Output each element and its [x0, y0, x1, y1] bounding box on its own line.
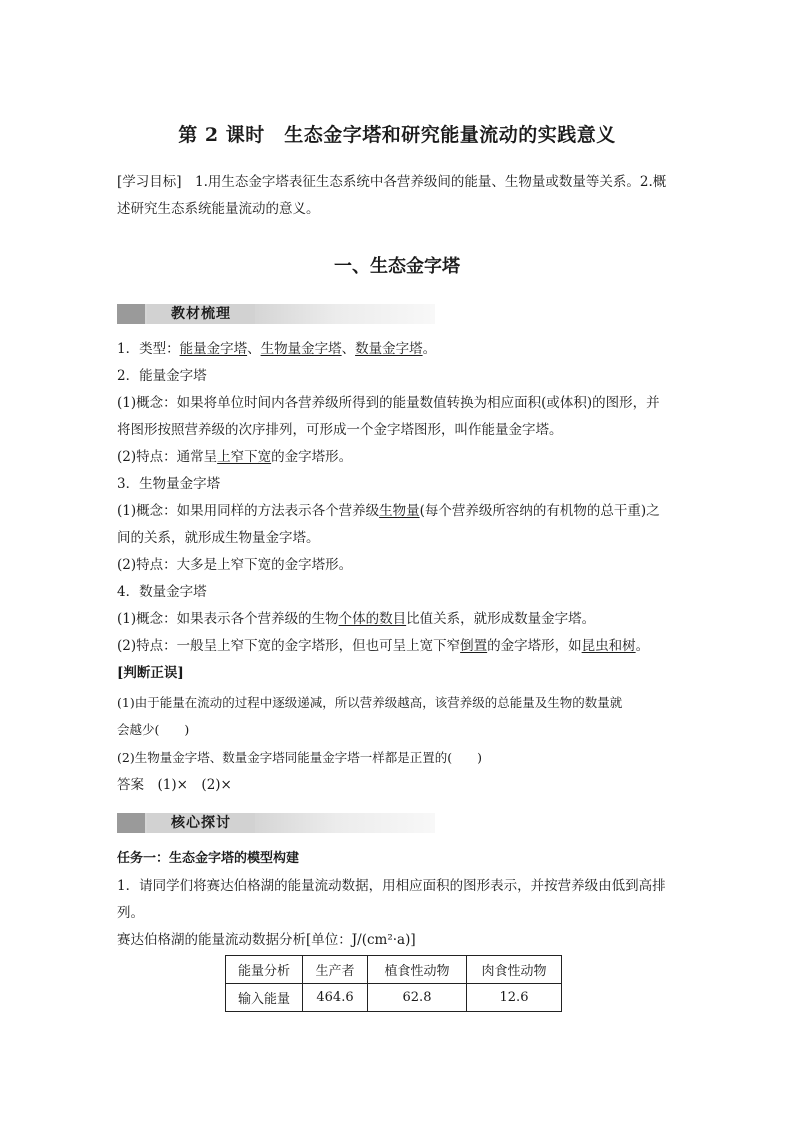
section-title: 一、生态金字塔 [334, 256, 460, 277]
item-4-feature [117, 633, 679, 660]
table-cell: 12.6 [467, 984, 562, 1012]
sentence-end: 。 [422, 341, 437, 357]
sentence-end: 。 [635, 638, 650, 654]
item-2-heading: 2．能量金字塔 [117, 368, 207, 384]
concept-text: (1)概念：如果表示各个营养级的生物 [117, 611, 339, 627]
type-biomass-pyramid: 生物量金字塔 [260, 341, 342, 357]
judge-2: (2)生物量金字塔、数量金字塔同能量金字塔一样都是正置的( ) [117, 750, 482, 765]
energy-flow-table [225, 955, 562, 1012]
banner-label: 教材梳理 [147, 304, 255, 324]
concept-keyword: 生物量 [379, 503, 420, 519]
table-cell: 62.8 [368, 984, 467, 1012]
answer: 答案 (1)× (2)× [117, 777, 232, 793]
banner-label: 核心探讨 [147, 813, 255, 833]
feature-keyword-example: 昆虫和树 [581, 638, 636, 654]
item-2-feature [117, 444, 679, 471]
item-1-types [117, 336, 679, 363]
feature-keyword-inverted: 倒置 [460, 638, 488, 654]
table-row [226, 984, 562, 1012]
item-3-concept-line-2: 间的关系，就形成生物量金字塔。 [117, 530, 320, 546]
task-1-title: 任务一：生态金字塔的模型构建 [117, 851, 300, 866]
banner-textbook-review [117, 304, 435, 324]
judge-1-line-2: 会越少( ) [117, 722, 190, 737]
item-3-feature: (2)特点：大多是上窄下宽的金字塔形。 [117, 557, 353, 573]
table-header-cell: 植食性动物 [368, 956, 467, 984]
learning-objectives [117, 169, 679, 223]
item-4-concept [117, 606, 679, 633]
table-cell: 464.6 [303, 984, 368, 1012]
objectives-line-1: [学习目标] 1.用生态金字塔表征生态系统中各营养级间的能量、生物量或数量等关系。2.概 [117, 174, 667, 190]
concept-text: (1)概念：如果用同样的方法表示各个营养级 [117, 503, 380, 519]
table-header-cell: 肉食性动物 [467, 956, 562, 984]
task-1-question-line-2: 列。 [117, 905, 144, 921]
feature-text: (2)特点：通常呈 [117, 449, 218, 465]
separator: 、 [247, 341, 261, 357]
item-2-concept-line-2: 将图形按照营养级的次序排列，可形成一个金字塔图形，叫作能量金字塔。 [117, 422, 563, 438]
table-header-cell: 能量分析 [226, 956, 303, 984]
feature-keyword: 上窄下宽 [217, 449, 272, 465]
item-1-prefix: 1．类型： [117, 341, 180, 357]
banner-core-discussion [117, 813, 435, 833]
judge-heading: [判断正误] [117, 665, 184, 681]
concept-keyword: 个体的数目 [338, 611, 407, 627]
concept-text: 比值关系，就形成数量金字塔。 [406, 611, 596, 627]
table-header-cell: 生产者 [303, 956, 368, 984]
item-4-heading: 4．数量金字塔 [117, 584, 207, 600]
type-number-pyramid: 数量金字塔 [355, 341, 423, 357]
feature-text: 的金字塔形，如 [487, 638, 582, 654]
lesson-title: 第 2 课时 生态金字塔和研究能量流动的实践意义 [178, 124, 616, 146]
item-3-concept-line-1 [117, 498, 679, 525]
task-1-question-line-1: 1．请同学们将赛达伯格湖的能量流动数据，用相应面积的图形表示，并按营养级由低到高排 [117, 878, 666, 894]
feature-text: 的金字塔形。 [271, 449, 353, 465]
objectives-line-2: 述研究生态系统能量流动的意义。 [117, 201, 320, 217]
feature-text: (2)特点：一般呈上窄下宽的金字塔形，但也可呈上宽下窄 [117, 638, 461, 654]
table-header-row [226, 956, 562, 984]
type-energy-pyramid: 能量金字塔 [179, 341, 248, 357]
judge-1-line-1: (1)由于能量在流动的过程中逐级递减，所以营养级越高，该营养级的总能量及生物的数量就 [117, 695, 623, 710]
table-caption: 赛达伯格湖的能量流动数据分析[单位：J/(cm²·a)] [117, 932, 416, 948]
item-2-concept-line-1: (1)概念：如果将单位时间内各营养级所得到的能量数值转换为相应面积(或体积)的图形，并 [117, 395, 660, 411]
item-3-heading: 3．生物量金字塔 [117, 476, 221, 492]
concept-text: (每个营养级所容纳的有机物的总干重)之 [419, 503, 660, 519]
table-cell: 输入能量 [226, 984, 303, 1012]
separator: 、 [341, 341, 356, 357]
